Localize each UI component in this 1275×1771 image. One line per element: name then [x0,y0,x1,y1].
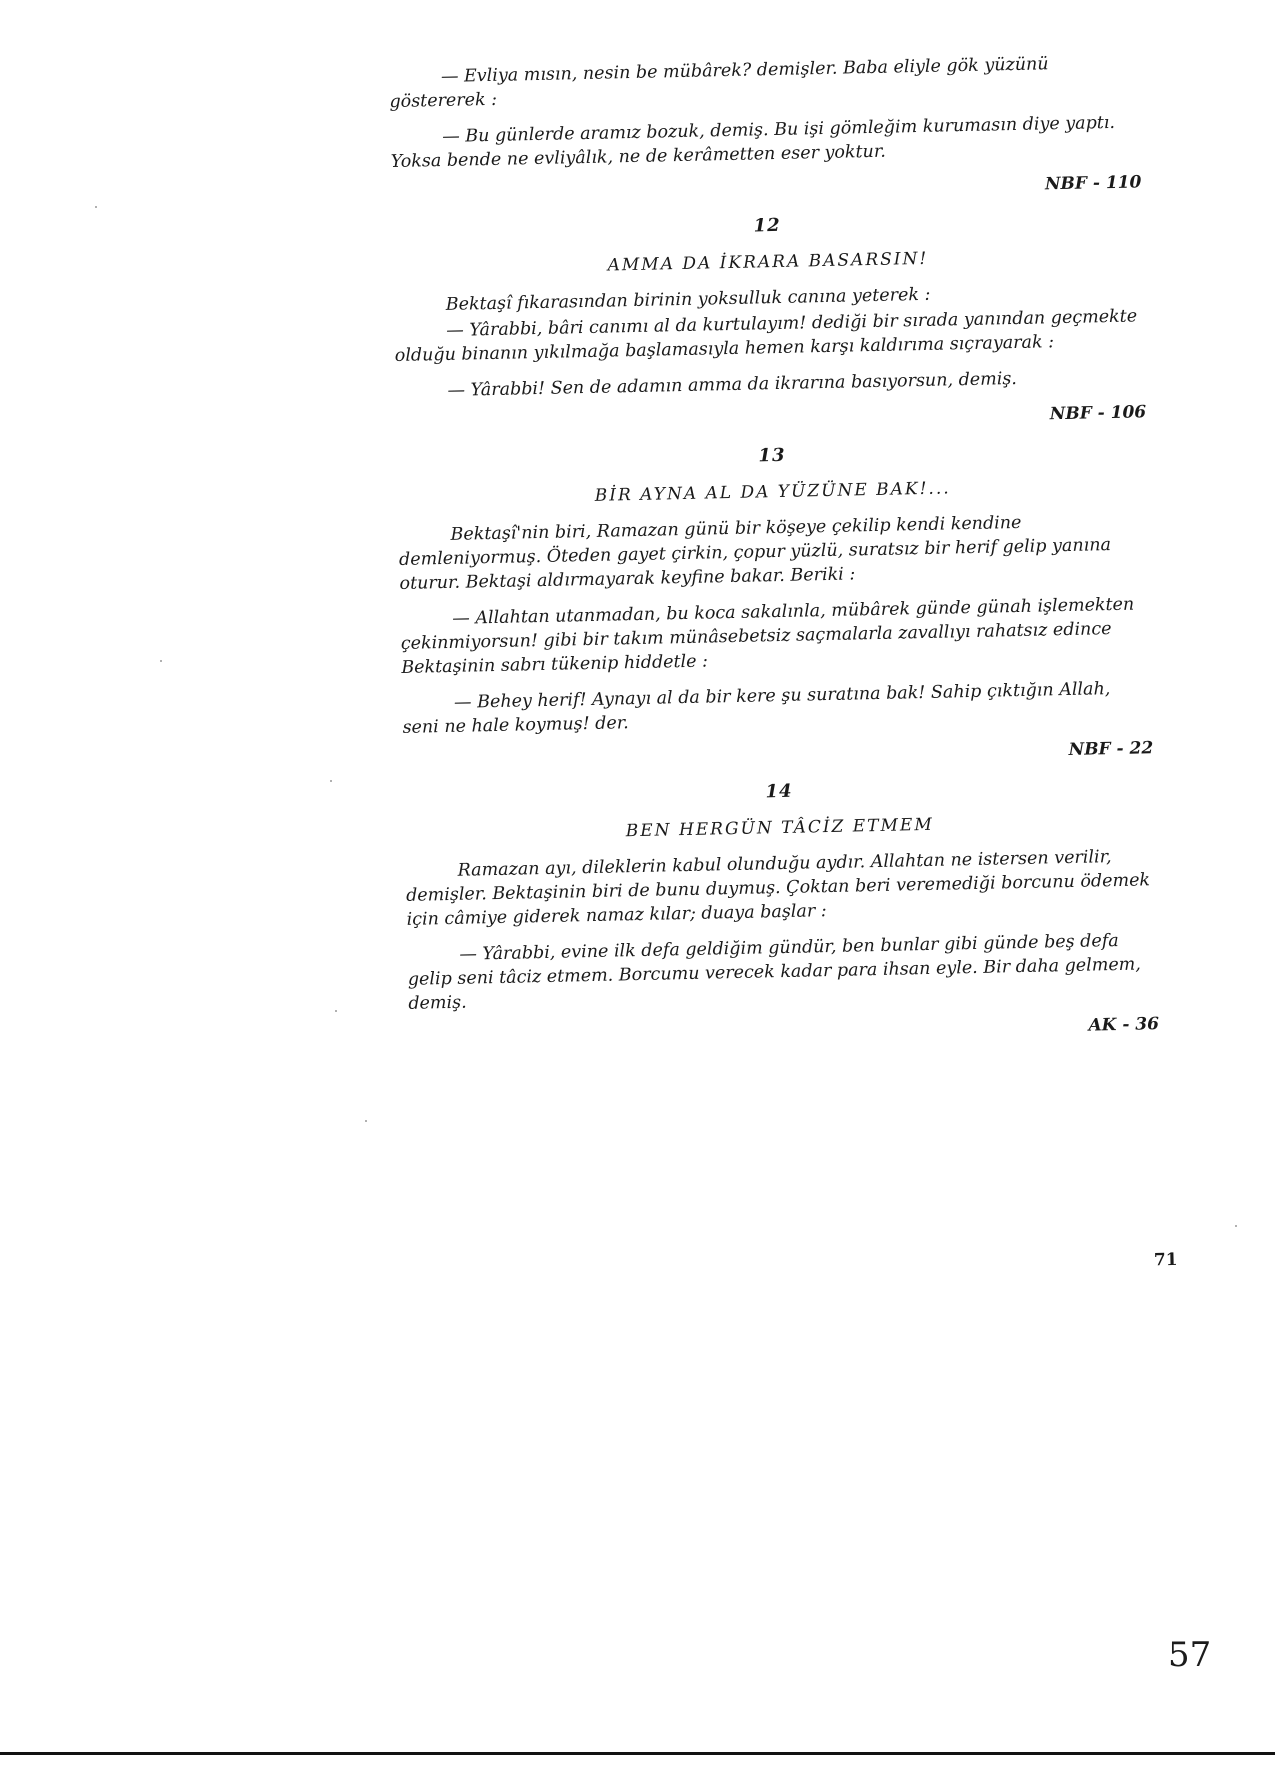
story-source: NBF - 106 [1049,402,1147,425]
story-source: NBF - 22 [1068,738,1154,760]
story-number: 12 [753,214,781,237]
story-source: AK - 36 [1088,1014,1160,1036]
story-paragraph: Bektaşî fıkarasından birinin yoksulluk canına yeterek : [445,284,931,315]
story-13 [397,436,1154,776]
scan-speck [95,206,97,208]
story-title: BİR AYNA AL DA YÜZÜNE BAK!... [594,478,951,506]
story-14 [404,772,1159,1052]
text-column [389,50,1160,1063]
scan-speck [160,660,162,662]
intro-paragraph-2: — Bu günlerde aramız bozuk, demiş. Bu işi gömleğim kurumasın diye yaptı. Yoksa bende ne evliyâlık, ne de kerâmetten eser yoktur. [390,112,1116,173]
handwritten-page-stamp: 57 [1168,1635,1212,1675]
story-paragraph: — Yârabbi, bâri canımı al da kurtulayım! dediği bir sırada yanından geçmekte olduğu binanın yıkılmağa başlamasıyla hemen karşı kaldırıma sıçrayarak : [394,306,1138,367]
story-title: BEN HERGÜN TÂCİZ ETMEM [625,814,934,842]
story-paragraph: Bektaşî'nin biri, Ramazan günü bir köşeye çekilip kendi kendine demleniyormuş. Öteden gayet çirkin, çopur yüzlü, suratsız bir herif gelip yanına oturur. Bektaşi aldırmayarak keyfine bakar. Beriki : [398,512,1112,594]
intro-paragraph-1: — Evliya mısın, nesin be mübârek? demişler. Baba eliyle gök yüzünü göstererek : [389,54,1049,113]
story-12 [392,206,1146,440]
story-number: 14 [765,780,793,803]
story-paragraph: — Allahtan utanmadan, bu koca sakalınla, mübârek günde günah işlemekten çekinmiyorsun! gibi bir takım münâsebetsiz saçmalarla zavallıyı rahatsız edince Bektaşinin sabrı tükenip hiddetle : [400,594,1135,678]
scan-speck [1235,1225,1237,1227]
scan-speck [365,1120,367,1122]
story-paragraph: — Behey herif! Aynayı al da bir kere şu suratına bak! Sahip çıktığın Allah, seni ne hale koymuş! der. [402,679,1111,738]
story-title: AMMA DA İKRARA BASARSIN! [607,248,929,276]
scan-speck [330,780,332,782]
intro-source: NBF - 110 [1044,172,1142,195]
story-paragraph: Ramazan ayı, dileklerin kabul olunduğu aydır. Allahtan ne istersen verilir, demişler. Bektaşinin biri de bunu duymuş. Çoktan beri veremediği borcunu ödemek için câmiye giderek namaz kılar; duaya başlar : [405,847,1151,930]
story-number: 13 [758,444,786,467]
story-paragraph: — Yârabbi! Sen de adamın amma da ikrarına basıyorsun, demiş. [447,368,1018,401]
story-paragraph: — Yârabbi, evine ilk defa geldiğim gündür, ben bunlar gibi günde beş defa gelip seni tâciz etmem. Borcumu verecek kadar para ihsan eyle. Bir daha gelmem, demiş. [407,930,1142,1014]
scan-speck [335,1010,337,1012]
page-number: 71 [1153,1249,1178,1271]
